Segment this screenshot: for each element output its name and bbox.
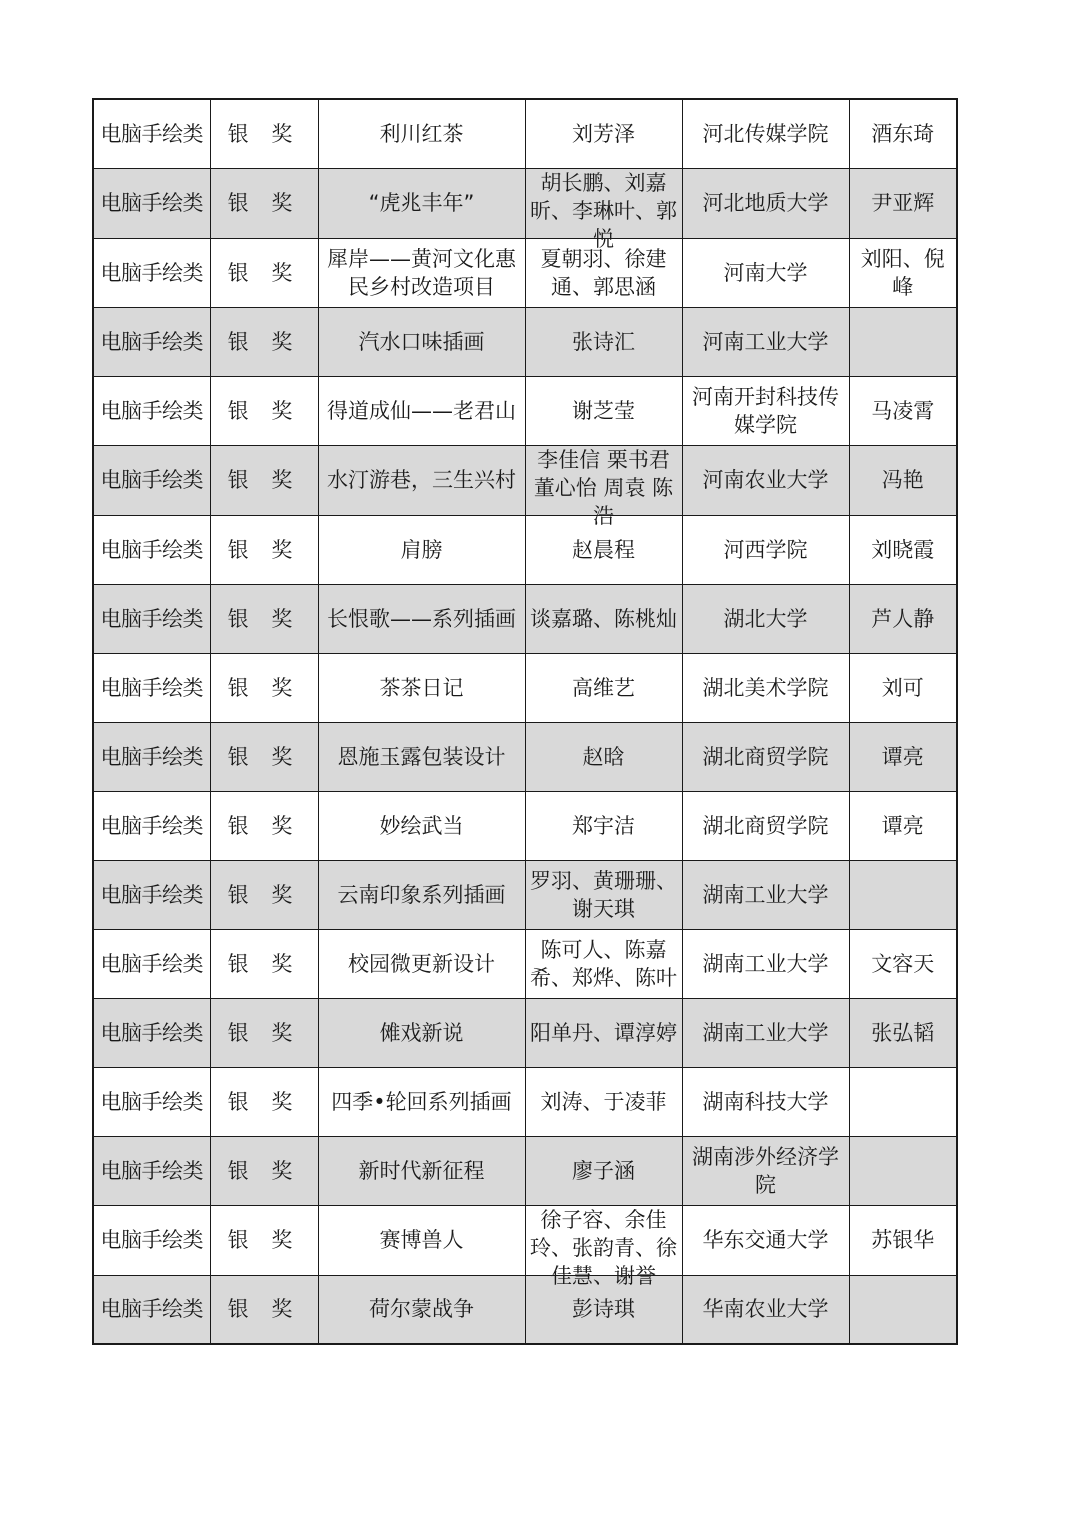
- authors-cell-text: 阳单丹、谭淳婷: [530, 1020, 677, 1045]
- school-cell: [682, 1275, 849, 1344]
- award-cell-text: 银 奖: [227, 191, 301, 215]
- authors-cell-text: 谢芝莹: [572, 398, 635, 423]
- authors-cell: [525, 307, 682, 376]
- table-row: [93, 445, 957, 515]
- award-cell: [210, 376, 318, 445]
- mentor-cell-text: 刘阳、倪峰: [860, 246, 945, 299]
- mentor-cell: [849, 722, 957, 791]
- work-title-cell-text: 赛博兽人: [379, 1228, 464, 1252]
- school-cell-text: 河北传媒学院: [702, 121, 829, 146]
- award-cell: [210, 238, 318, 307]
- work-title-cell-text: “虎兆丰年”: [368, 191, 475, 215]
- school-cell: [682, 1136, 849, 1205]
- authors-cell-text: 徐子容、余佳玲、张韵青、徐佳慧、谢誉: [530, 1207, 677, 1288]
- authors-cell-text: 罗羽、黄珊珊、谢天琪: [530, 868, 677, 921]
- work-title-cell: [318, 1067, 525, 1136]
- mentor-cell-text: 尹亚辉: [871, 191, 935, 215]
- work-title-cell-text: 云南印象系列插画: [337, 882, 506, 907]
- work-title-cell: [318, 1136, 525, 1205]
- table-row: [93, 99, 957, 168]
- work-title-cell-text: 傩戏新说: [379, 1020, 464, 1045]
- mentor-cell: [849, 1136, 957, 1205]
- authors-cell-text: 彭诗琪: [572, 1297, 635, 1322]
- category-cell: [93, 998, 210, 1067]
- work-title-cell: [318, 168, 525, 238]
- category-cell-text: 电脑手绘类: [100, 537, 203, 562]
- award-cell-text: 银 奖: [227, 1020, 301, 1045]
- mentor-cell: [849, 307, 957, 376]
- mentor-cell-text: 芦人静: [871, 606, 935, 631]
- work-title-cell: [318, 515, 525, 584]
- category-cell: [93, 722, 210, 791]
- authors-cell-text: 刘芳泽: [572, 121, 635, 146]
- authors-cell: [525, 1067, 682, 1136]
- school-cell-text: 湖北商贸学院: [702, 744, 829, 769]
- table-row: [93, 307, 957, 376]
- award-cell-text: 银 奖: [227, 1297, 301, 1322]
- award-cell: [210, 1205, 318, 1275]
- award-cell: [210, 653, 318, 722]
- award-cell: [210, 168, 318, 238]
- school-cell: [682, 653, 849, 722]
- work-title-cell: [318, 722, 525, 791]
- authors-cell-text: 高维艺: [572, 675, 635, 700]
- school-cell-text: 湖北美术学院: [702, 675, 829, 700]
- school-cell: [682, 929, 849, 998]
- authors-cell-text: 陈可人、陈嘉希、郑烨、陈叶: [530, 937, 677, 990]
- school-cell: [682, 515, 849, 584]
- table-row: [93, 929, 957, 998]
- school-cell-text: 湖南工业大学: [702, 882, 829, 907]
- authors-cell: [525, 998, 682, 1067]
- category-cell: [93, 238, 210, 307]
- work-title-cell: [318, 998, 525, 1067]
- award-cell-text: 银 奖: [227, 951, 301, 976]
- mentor-cell: [849, 653, 957, 722]
- category-cell-text: 电脑手绘类: [100, 882, 203, 907]
- category-cell: [93, 168, 210, 238]
- mentor-cell: [849, 445, 957, 515]
- school-cell: [682, 168, 849, 238]
- mentor-cell-text: 文容天: [871, 951, 935, 976]
- table-row: [93, 860, 957, 929]
- mentor-cell: [849, 515, 957, 584]
- work-title-cell-text: 汽水口味插画: [358, 329, 485, 354]
- authors-cell: [525, 445, 682, 528]
- authors-cell: [525, 722, 682, 791]
- school-cell: [682, 1067, 849, 1136]
- award-cell: [210, 99, 318, 168]
- category-cell: [93, 653, 210, 722]
- award-cell: [210, 860, 318, 929]
- mentor-cell: [849, 168, 957, 238]
- category-cell-text: 电脑手绘类: [100, 606, 203, 631]
- work-title-cell: [318, 1205, 525, 1275]
- work-title-cell-text: 茶茶日记: [379, 675, 464, 700]
- work-title-cell-text: 四季•轮回系列插画: [331, 1089, 512, 1114]
- mentor-cell: [849, 791, 957, 860]
- work-title-cell-text: 荷尔蒙战争: [369, 1297, 474, 1322]
- mentor-cell: [849, 584, 957, 653]
- award-cell: [210, 1067, 318, 1136]
- award-cell: [210, 929, 318, 998]
- school-cell-text: 华南农业大学: [702, 1297, 829, 1322]
- award-cell-text: 银 奖: [227, 813, 301, 838]
- work-title-cell: [318, 99, 525, 168]
- category-cell-text: 电脑手绘类: [100, 675, 203, 700]
- work-title-cell-text: 肩膀: [400, 537, 443, 562]
- authors-cell-text: 郑宇洁: [572, 813, 635, 838]
- table-row: [93, 238, 957, 307]
- category-cell-text: 电脑手绘类: [100, 329, 203, 354]
- mentor-cell: [849, 376, 957, 445]
- category-cell: [93, 1136, 210, 1205]
- award-cell-text: 银 奖: [227, 121, 301, 146]
- work-title-cell: [318, 376, 525, 445]
- school-cell: [682, 238, 849, 307]
- category-cell-text: 电脑手绘类: [100, 398, 203, 423]
- award-cell-text: 银 奖: [227, 329, 301, 354]
- table-row: [93, 515, 957, 584]
- authors-cell-text: 廖子涵: [572, 1158, 635, 1183]
- school-cell: [682, 1205, 849, 1275]
- school-cell-text: 湖南涉外经济学院: [692, 1144, 839, 1197]
- work-title-cell: [318, 653, 525, 722]
- mentor-cell-text: 冯艳: [881, 468, 924, 492]
- school-cell-text: 华东交通大学: [702, 1228, 829, 1252]
- mentor-cell-text: 苏银华: [871, 1228, 935, 1252]
- award-cell: [210, 791, 318, 860]
- table-row: [93, 998, 957, 1067]
- mentor-cell: [849, 1275, 957, 1344]
- award-cell-text: 银 奖: [227, 1158, 301, 1183]
- table-row: [93, 1067, 957, 1136]
- school-cell: [682, 998, 849, 1067]
- mentor-cell: [849, 1205, 957, 1275]
- school-cell-text: 湖北商贸学院: [702, 813, 829, 838]
- award-cell: [210, 307, 318, 376]
- category-cell-text: 电脑手绘类: [100, 260, 203, 285]
- school-cell: [682, 376, 849, 445]
- work-title-cell: [318, 584, 525, 653]
- category-cell-text: 电脑手绘类: [100, 191, 203, 215]
- authors-cell-text: 张诗汇: [572, 329, 635, 354]
- table-row: [93, 1275, 957, 1344]
- table-row: [93, 168, 957, 238]
- school-cell-text: 河南大学: [723, 260, 808, 285]
- school-cell-text: 湖北大学: [723, 606, 808, 631]
- award-cell-text: 银 奖: [227, 744, 301, 769]
- authors-cell-text: 赵晨程: [572, 537, 635, 562]
- category-cell-text: 电脑手绘类: [100, 468, 203, 492]
- category-cell-text: 电脑手绘类: [100, 1020, 203, 1045]
- table-row: [93, 376, 957, 445]
- work-title-cell: [318, 791, 525, 860]
- award-cell: [210, 445, 318, 515]
- authors-cell: [525, 168, 682, 251]
- school-cell-text: 河南农业大学: [702, 468, 829, 492]
- work-title-cell: [318, 307, 525, 376]
- mentor-cell: [849, 1067, 957, 1136]
- work-title-cell-text: 长恨歌——系列插画: [327, 606, 516, 631]
- authors-cell: [525, 653, 682, 722]
- work-title-cell-text: 水汀游巷，三生兴村: [327, 468, 516, 492]
- work-title-cell: [318, 445, 525, 515]
- category-cell: [93, 584, 210, 653]
- award-cell: [210, 584, 318, 653]
- category-cell: [93, 860, 210, 929]
- school-cell-text: 湖南工业大学: [702, 951, 829, 976]
- award-cell-text: 银 奖: [227, 537, 301, 562]
- award-cell: [210, 1275, 318, 1344]
- school-cell-text: 湖南工业大学: [702, 1020, 829, 1045]
- mentor-cell: [849, 99, 957, 168]
- mentor-cell-text: 酒东琦: [871, 121, 935, 146]
- award-cell: [210, 1136, 318, 1205]
- table-row: [93, 722, 957, 791]
- mentor-cell-text: 张弘韬: [871, 1020, 935, 1045]
- awards-table: [92, 98, 958, 1345]
- school-cell: [682, 722, 849, 791]
- work-title-cell: [318, 1275, 525, 1344]
- work-title-cell-text: 恩施玉露包装设计: [337, 744, 506, 769]
- category-cell: [93, 1205, 210, 1275]
- authors-cell: [525, 929, 682, 998]
- authors-cell-text: 刘涛、于凌菲: [540, 1089, 667, 1114]
- table-row: [93, 791, 957, 860]
- category-cell: [93, 445, 210, 515]
- work-title-cell-text: 利川红茶: [379, 121, 464, 146]
- school-cell-text: 河北地质大学: [702, 191, 829, 215]
- mentor-cell-text: 谭亮: [881, 744, 924, 769]
- authors-cell: [525, 860, 682, 929]
- category-cell-text: 电脑手绘类: [100, 121, 203, 146]
- authors-cell: [525, 1205, 682, 1288]
- authors-cell: [525, 1136, 682, 1205]
- school-cell: [682, 307, 849, 376]
- authors-cell: [525, 791, 682, 860]
- category-cell: [93, 1067, 210, 1136]
- mentor-cell-text: 马凌霄: [871, 398, 935, 423]
- category-cell-text: 电脑手绘类: [100, 813, 203, 838]
- authors-cell-text: 谈嘉璐、陈桃灿: [530, 606, 677, 631]
- school-cell: [682, 99, 849, 168]
- work-title-cell: [318, 860, 525, 929]
- mentor-cell-text: 刘晓霞: [871, 537, 935, 562]
- school-cell: [682, 860, 849, 929]
- category-cell: [93, 1275, 210, 1344]
- work-title-cell-text: 得道成仙——老君山: [327, 398, 516, 423]
- school-cell: [682, 445, 849, 515]
- award-cell-text: 银 奖: [227, 1228, 301, 1252]
- work-title-cell-text: 犀岸——黄河文化惠民乡村改造项目: [327, 246, 516, 299]
- mentor-cell-text: 刘可: [881, 675, 924, 700]
- award-cell-text: 银 奖: [227, 675, 301, 700]
- table-row: [93, 653, 957, 722]
- authors-cell: [525, 238, 682, 307]
- category-cell: [93, 99, 210, 168]
- award-cell-text: 银 奖: [227, 398, 301, 423]
- work-title-cell-text: 妙绘武当: [379, 813, 464, 838]
- award-cell-text: 银 奖: [227, 606, 301, 631]
- school-cell-text: 河南工业大学: [702, 329, 829, 354]
- mentor-cell: [849, 929, 957, 998]
- authors-cell-text: 李佳信 栗书君 董心怡 周袁 陈浩: [533, 447, 674, 528]
- school-cell: [682, 584, 849, 653]
- mentor-cell-text: 谭亮: [881, 813, 924, 838]
- work-title-cell-text: 校园微更新设计: [348, 951, 495, 976]
- authors-cell: [525, 99, 682, 168]
- award-cell-text: 银 奖: [227, 1089, 301, 1114]
- school-cell-text: 河西学院: [723, 537, 808, 562]
- awards-table-body: [93, 99, 957, 1344]
- category-cell: [93, 307, 210, 376]
- award-cell: [210, 998, 318, 1067]
- award-cell: [210, 722, 318, 791]
- category-cell-text: 电脑手绘类: [100, 1089, 203, 1114]
- award-cell: [210, 515, 318, 584]
- category-cell-text: 电脑手绘类: [100, 951, 203, 976]
- authors-cell-text: 赵晗: [582, 744, 625, 769]
- category-cell-text: 电脑手绘类: [100, 1158, 203, 1183]
- award-cell-text: 银 奖: [227, 882, 301, 907]
- school-cell-text: 湖南科技大学: [702, 1089, 829, 1114]
- table-row: [93, 1205, 957, 1275]
- work-title-cell: [318, 929, 525, 998]
- mentor-cell: [849, 238, 957, 307]
- authors-cell-text: 夏朝羽、徐建通、郭思涵: [540, 246, 667, 299]
- mentor-cell: [849, 998, 957, 1067]
- category-cell: [93, 929, 210, 998]
- category-cell: [93, 791, 210, 860]
- work-title-cell-text: 新时代新征程: [358, 1158, 485, 1183]
- award-cell-text: 银 奖: [227, 260, 301, 285]
- mentor-cell: [849, 860, 957, 929]
- category-cell-text: 电脑手绘类: [100, 1228, 203, 1252]
- work-title-cell: [318, 238, 525, 307]
- school-cell: [682, 791, 849, 860]
- table-row: [93, 584, 957, 653]
- school-cell-text: 河南开封科技传媒学院: [692, 384, 839, 437]
- authors-cell-text: 胡长鹏、刘嘉昕、李琳叶、郭悦: [530, 170, 677, 251]
- award-cell-text: 银 奖: [227, 468, 301, 492]
- authors-cell: [525, 584, 682, 653]
- authors-cell: [525, 376, 682, 445]
- category-cell: [93, 515, 210, 584]
- category-cell: [93, 376, 210, 445]
- category-cell-text: 电脑手绘类: [100, 744, 203, 769]
- category-cell-text: 电脑手绘类: [100, 1297, 203, 1322]
- table-row: [93, 1136, 957, 1205]
